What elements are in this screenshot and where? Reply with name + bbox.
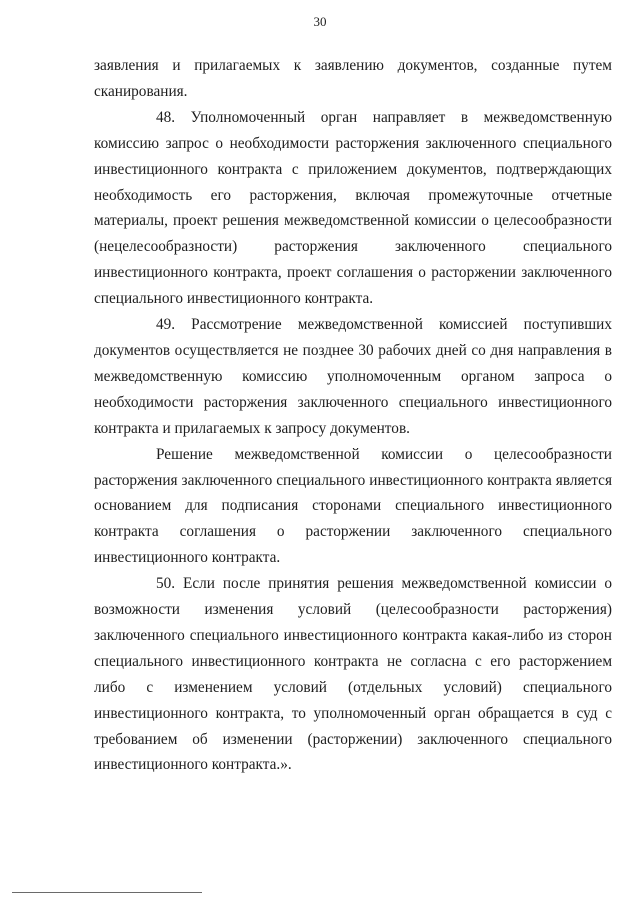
paragraph-continuation: заявления и прилагаемых к заявлению документов, созданные путем сканирования. [94, 57, 612, 100]
footer-divider [12, 892, 202, 893]
paragraph-49-decision: Решение межведомственной комиссии о целесообразности расторжения заключенного специального инвестиционного контракта является основанием для подписания сторонами специального инвестиционного контракта соглашения о расторжении заключенного специального инвестиционного контракта. [94, 445, 612, 567]
paragraph-50: 50. Если после принятия решения межведомственной комиссии о возможности изменения условий (целесообразности расторжения) заключенного специального инвестиционного контракта какая-либо из сторон специального инвестиционного контракта не согласна с его расторжением либо с изменением условий (отдельных условий) специального инвестиционного контракта, то уполномоченный орган обращается в суд с требованием об изменении (расторжении) заключенного специального инвестиционного контракта.». [94, 575, 612, 774]
document-body [94, 53, 612, 778]
page-number: 30 [313, 14, 327, 29]
paragraph-48: 48. Уполномоченный орган направляет в межведомственную комиссию запрос о необходимости расторжения заключенного специального инвестиционного контракта с приложением документов, подтверждающих необходимость его расторжения, включая промежуточные отчетные материалы, проект решения межведомственной комиссии о целесообразности (нецелесообразности) расторжения заключенного специального инвестиционного контракта, проект соглашения о расторжении заключенного специального инвестиционного контракта. [94, 108, 612, 308]
paragraph-49: 49. Рассмотрение межведомственной комиссией поступивших документов осуществляется не позднее 30 рабочих дней со дня направления в межведомственную комиссию уполномоченным органом запроса о необходимости расторжения заключенного специального инвестиционного контракта и прилагаемых к запросу документов. [94, 316, 612, 437]
